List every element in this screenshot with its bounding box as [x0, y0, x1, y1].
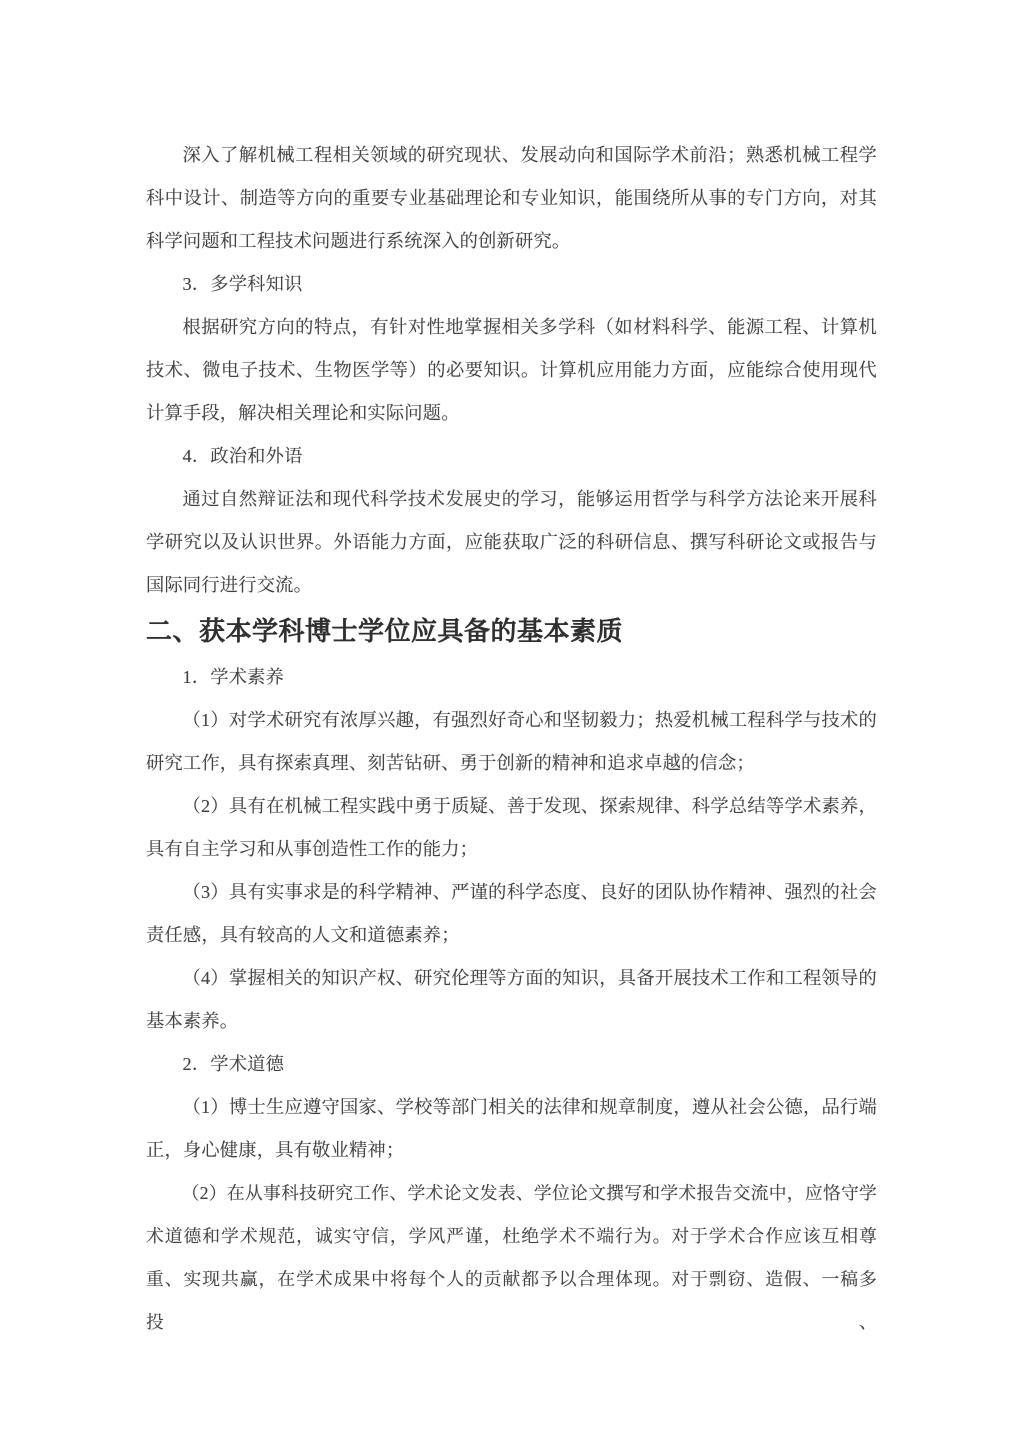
- academic-quality-item-1: （1）对学术研究有浓厚兴趣，有强烈好奇心和坚韧毅力；热爱机械工程科学与技术的研究工作，具有探索真理、刻苦钻研、勇于创新的精神和追求卓越的信念；: [146, 710, 877, 773]
- intro-continuation-paragraph: 深入了解机械工程相关领域的研究现状、发展动向和国际学术前沿；熟悉机械工程学科中设计、制造等方向的重要专业基础理论和专业知识，能围绕所从事的专门方向，对其科学问题和工程技术问题进行系统深入的创新研究。: [146, 145, 877, 251]
- subsection-4-paragraph: 通过自然辩证法和现代科学技术发展史的学习，能够运用哲学与科学方法论来开展科学研究以及认识世界。外语能力方面，应能获取广泛的科研信息、撰写科研论文或报告与国际同行进行交流。: [146, 489, 877, 595]
- subsection-3-paragraph: 根据研究方向的特点，有针对性地掌握相关多学科（如材料科学、能源工程、计算机技术、微电子技术、生物医学等）的必要知识。计算机应用能力方面，应能综合使用现代计算手段，解决相关理论和实际问题。: [146, 317, 877, 423]
- academic-quality-item-3: （3）具有实事求是的科学精神、严谨的科学态度、良好的团队协作精神、强烈的社会责任感，具有较高的人文和道德素养；: [146, 882, 877, 945]
- academic-ethics-item-1: （1）博士生应遵守国家、学校等部门相关的法律和规章制度，遵从社会公德，品行端正，身心健康，具有敬业精神；: [146, 1097, 877, 1160]
- academic-quality-item-4: （4）掌握相关的知识产权、研究伦理等方面的知识，具备开展技术工作和工程领导的基本素养。: [146, 968, 877, 1031]
- academic-quality-item-2: （2）具有在机械工程实践中勇于质疑、善于发现、探索规律、科学总结等学术素养，具有自主学习和从事创造性工作的能力；: [146, 796, 877, 859]
- academic-ethics-item-2: （2）在从事科技研究工作、学术论文发表、学位论文撰写和学术报告交流中，应恪守学术道德和学术规范，诚实守信，学风严谨，杜绝学术不端行为。对于学术合作应该互相尊重、实现共赢，在学术成果中将每个人的贡献都予以合理体现。对于剽窃、造假、一稿多投、: [146, 1183, 877, 1332]
- section-2-heading: 二、获本学科博士学位应具备的基本素质: [146, 617, 624, 646]
- subsection-3-title: 3．多学科知识: [182, 274, 303, 294]
- academic-quality-title: 1．学术素养: [182, 667, 285, 687]
- academic-ethics-title: 2．学术道德: [182, 1054, 285, 1074]
- subsection-4-title: 4．政治和外语: [182, 446, 303, 466]
